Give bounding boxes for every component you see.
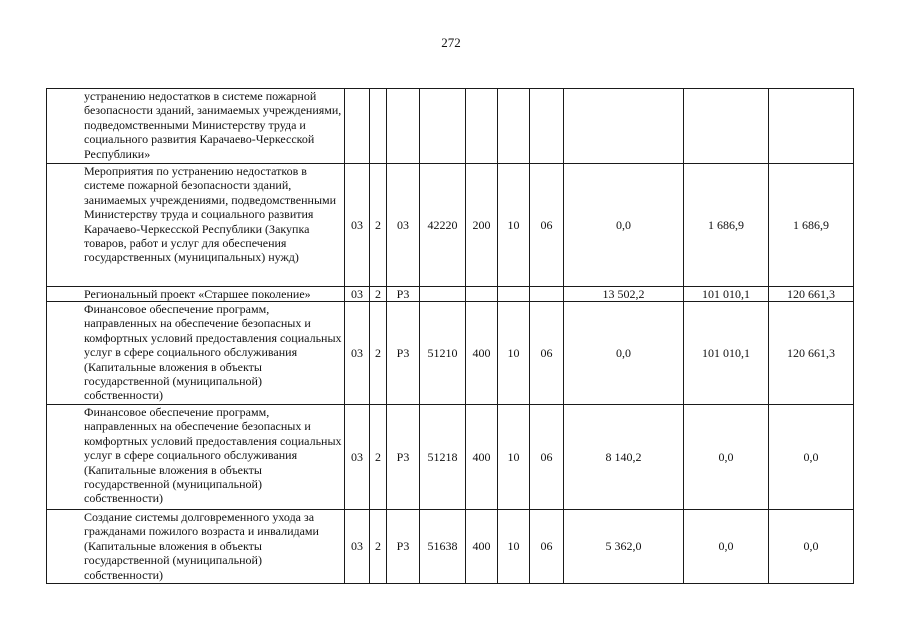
cell-value: 101 010,1 [684, 287, 769, 302]
cell-code [345, 89, 370, 164]
cell-value [769, 89, 854, 164]
cell-value: 13 502,2 [564, 287, 684, 302]
cell-code: 06 [530, 510, 564, 584]
cell-code: 10 [498, 164, 530, 287]
cell-code: 400 [466, 510, 498, 584]
cell-code: 2 [370, 510, 387, 584]
cell-value: 0,0 [684, 510, 769, 584]
row-name: Региональный проект «Старшее поколение» [47, 287, 345, 302]
cell-code: 03 [345, 164, 370, 287]
table-row [47, 302, 854, 405]
cell-code: 03 [345, 287, 370, 302]
cell-code: 51218 [420, 405, 466, 510]
cell-value: 0,0 [564, 302, 684, 405]
cell-code [387, 89, 420, 164]
row-name: устранению недостатков в системе пожарной безопасности зданий, занимаемых учреждениями, подведомственными Министерству труда и социального развития Карачаево-Черкесской Республики» [47, 89, 345, 164]
cell-value: 8 140,2 [564, 405, 684, 510]
cell-code: 2 [370, 164, 387, 287]
cell-code: P3 [387, 302, 420, 405]
table-row [47, 510, 854, 584]
cell-code: 03 [345, 302, 370, 405]
cell-value: 101 010,1 [684, 302, 769, 405]
row-name: Финансовое обеспечение программ, направленных на обеспечение безопасных и комфортных условий предоставления социальных услуг в сфере социального обслуживания (Капитальные вложения в объекты государственной (муниципальной) собственности) [47, 302, 345, 405]
cell-code [466, 287, 498, 302]
cell-code: 2 [370, 405, 387, 510]
cell-code: 10 [498, 510, 530, 584]
cell-code: 200 [466, 164, 498, 287]
cell-code: 400 [466, 405, 498, 510]
cell-code: 06 [530, 164, 564, 287]
cell-code [420, 89, 466, 164]
cell-code [420, 287, 466, 302]
cell-code [498, 287, 530, 302]
cell-value: 0,0 [684, 405, 769, 510]
cell-value: 1 686,9 [769, 164, 854, 287]
page-number: 272 [441, 35, 461, 50]
cell-value [564, 89, 684, 164]
cell-value: 1 686,9 [684, 164, 769, 287]
table-row [47, 405, 854, 510]
cell-code: P3 [387, 510, 420, 584]
cell-code: 10 [498, 405, 530, 510]
cell-code: 2 [370, 302, 387, 405]
cell-value [684, 89, 769, 164]
cell-value: 5 362,0 [564, 510, 684, 584]
cell-code: P3 [387, 405, 420, 510]
cell-code [466, 89, 498, 164]
cell-code: 10 [498, 302, 530, 405]
cell-code [498, 89, 530, 164]
cell-code: 03 [345, 510, 370, 584]
table-row [47, 89, 854, 164]
cell-value: 0,0 [769, 510, 854, 584]
cell-code [530, 89, 564, 164]
cell-value: 0,0 [769, 405, 854, 510]
cell-code: 03 [345, 405, 370, 510]
cell-value: 120 661,3 [769, 287, 854, 302]
row-name: Создание системы долговременного ухода за гражданами пожилого возраста и инвалидами (Капитальные вложения в объекты государственной (муниципальной) собственности) [47, 510, 345, 584]
cell-code: 2 [370, 287, 387, 302]
cell-value: 120 661,3 [769, 302, 854, 405]
table-row [47, 164, 854, 287]
cell-code: 51210 [420, 302, 466, 405]
cell-code [530, 287, 564, 302]
cell-code: 42220 [420, 164, 466, 287]
cell-code: 400 [466, 302, 498, 405]
cell-code: 51638 [420, 510, 466, 584]
cell-code: 06 [530, 405, 564, 510]
cell-value: 0,0 [564, 164, 684, 287]
table-row [47, 287, 854, 302]
cell-code: P3 [387, 287, 420, 302]
row-name: Мероприятия по устранению недостатков в системе пожарной безопасности зданий, занимаемых учреждениями, подведомственными Министерству труда и социального развития Карачаево-Черкесской Республики (Закупка товаров, работ и услуг для обеспечения государственных (муниципальных) нужд) [47, 164, 345, 287]
cell-code: 06 [530, 302, 564, 405]
cell-code: 03 [387, 164, 420, 287]
cell-code [370, 89, 387, 164]
budget-table [46, 88, 854, 584]
row-name: Финансовое обеспечение программ, направленных на обеспечение безопасных и комфортных условий предоставления социальных услуг в сфере социального обслуживания (Капитальные вложения в объекты государственной (муниципальной) собственности) [47, 405, 345, 510]
